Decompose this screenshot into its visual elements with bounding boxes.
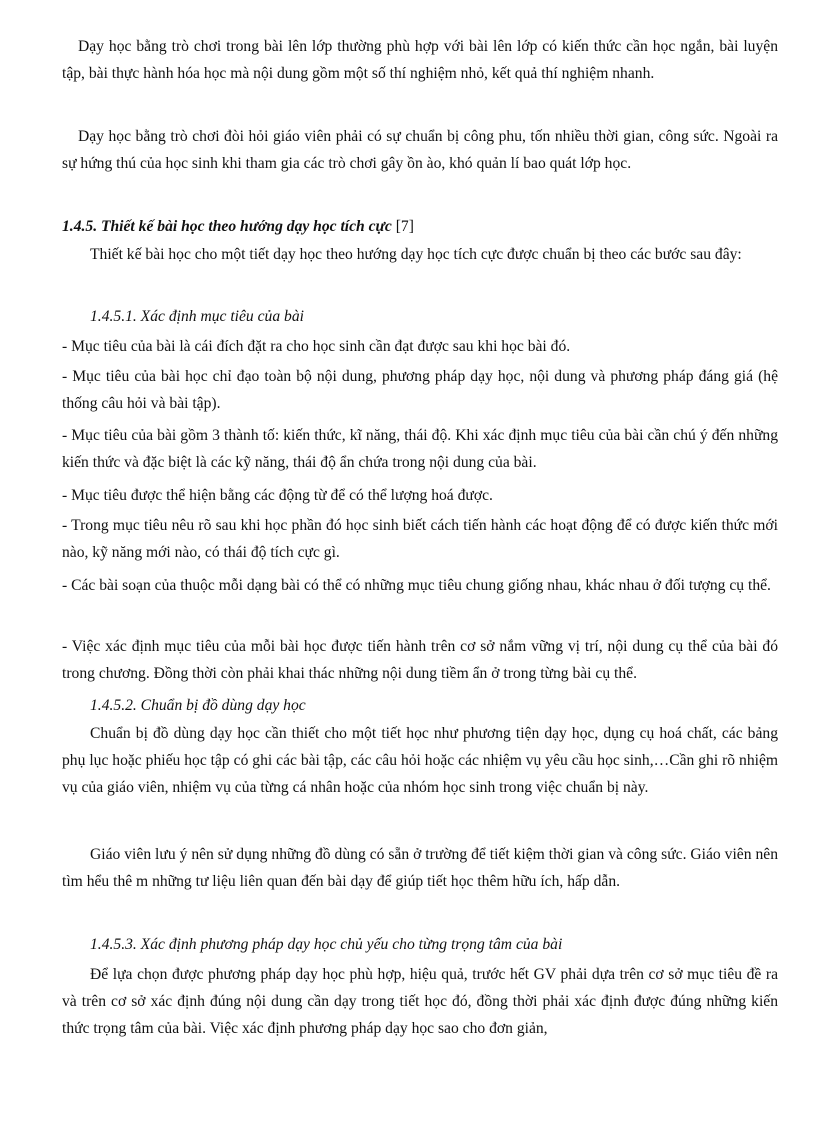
section-heading-text: 1.4.5. Thiết kế bài học theo hướng dạy học tích cực [62,218,392,235]
paragraph-use-school-materials: Giáo viên lưu ý nên sử dụng những đồ dùng có sẵn ở trường để tiết kiệm thời gian và công sức. Giáo viên nên tìm hểu thê m những tư liệu liên quan đến bài dạy để giúp tiết học thêm hữu ích, hấp dẫn. [62,846,778,890]
paragraph-lesson-design-intro: Thiết kế bài học cho một tiết dạy học theo hướng dạy học tích cực được chuẩn bị theo các bước sau đây: [90,246,742,263]
subsection-heading-1-4-5-3: 1.4.5.3. Xác định phương pháp dạy học chủ yếu cho từng trọng tâm của bài [90,936,563,953]
bullet-item: - Trong mục tiêu nêu rõ sau khi học phần đó học sinh biết cách tiến hành các hoạt động để có được kiến thức mới nào, kỹ năng mới nào, có thái độ tích cực gì. [62,517,778,561]
bullet-item: - Mục tiêu của bài học chỉ đạo toàn bộ nội dung, phương pháp dạy học, nội dung và phương pháp đáng giá (hệ thống câu hỏi và bài tập). [62,368,778,412]
subsection-heading-1-4-5-1: 1.4.5.1. Xác định mục tiêu của bài [90,308,304,325]
bullet-item: - Mục tiêu được thể hiện bằng các động từ để có thể lượng hoá được. [62,487,493,504]
paragraph-game-teaching-preparation: Dạy học bằng trò chơi đòi hỏi giáo viên phải có sự chuẩn bị công phu, tốn nhiều thời gian, công sức. Ngoài ra sự hứng thú của học sinh khi tham gia các trò chơi gây ồn ào, khó quản lí bao quát lớp học. [62,128,778,172]
subsection-heading-1-4-5-2: 1.4.5.2. Chuẩn bị đồ dùng dạy học [90,697,306,714]
bullet-item: - Mục tiêu của bài là cái đích đặt ra cho học sinh cần đạt được sau khi học bài đó. [62,338,571,355]
bullet-item: - Việc xác định mục tiêu của mỗi bài học được tiến hành trên cơ sở nắm vững vị trí, nội dung cụ thể của bài đó trong chương. Đồng thời còn phải khai thác những nội dung tiềm ẩn ở trong từng bài cụ thể. [62,638,778,682]
paragraph-prepare-materials: Chuẩn bị đồ dùng dạy học cần thiết cho một tiết học như phương tiện dạy học, dụng cụ hoá chất, các bảng phụ lục hoặc phiếu học tập có ghi các bài tập, các câu hỏi hoặc các nhiệm vụ yêu cầu học sinh,…Cần ghi rõ nhiệm vụ của giáo viên, nhiệm vụ của từng cá nhân hoặc của nhóm học sinh trong việc chuẩn bị này. [62,725,778,796]
bullet-item: - Các bài soạn của thuộc mỗi dạng bài có thể có những mục tiêu chung giống nhau, khác nhau ở đối tượng cụ thể. [62,577,771,594]
section-heading-1-4-5 [62,213,778,240]
bullet-item: - Mục tiêu của bài gồm 3 thành tố: kiến thức, kĩ năng, thái độ. Khi xác định mục tiêu của bài cần chú ý đến những kiến thức và đặc biệt là các kỹ năng, thái độ ẩn chứa trong nội dung của bài. [62,427,778,471]
paragraph-game-teaching-fit: Dạy học bằng trò chơi trong bài lên lớp thường phù hợp với bài lên lớp có kiến thức cần học ngắn, bài luyện tập, bài thực hành hóa học mà nội dung gồm một số thí nghiệm nhỏ, kết quả thí nghiệm nhanh. [62,38,778,82]
citation: [7] [395,218,414,235]
paragraph-choose-method: Để lựa chọn được phương pháp dạy học phù hợp, hiệu quả, trước hết GV phải dựa trên cơ sở mục tiêu đề ra và trên cơ sở xác định đúng nội dung cần dạy trong tiết học đó, đồng thời phải xác định được đúng những kiến thức trọng tâm của bài. Việc xác định phương pháp dạy học sao cho đơn giản, [62,966,778,1037]
